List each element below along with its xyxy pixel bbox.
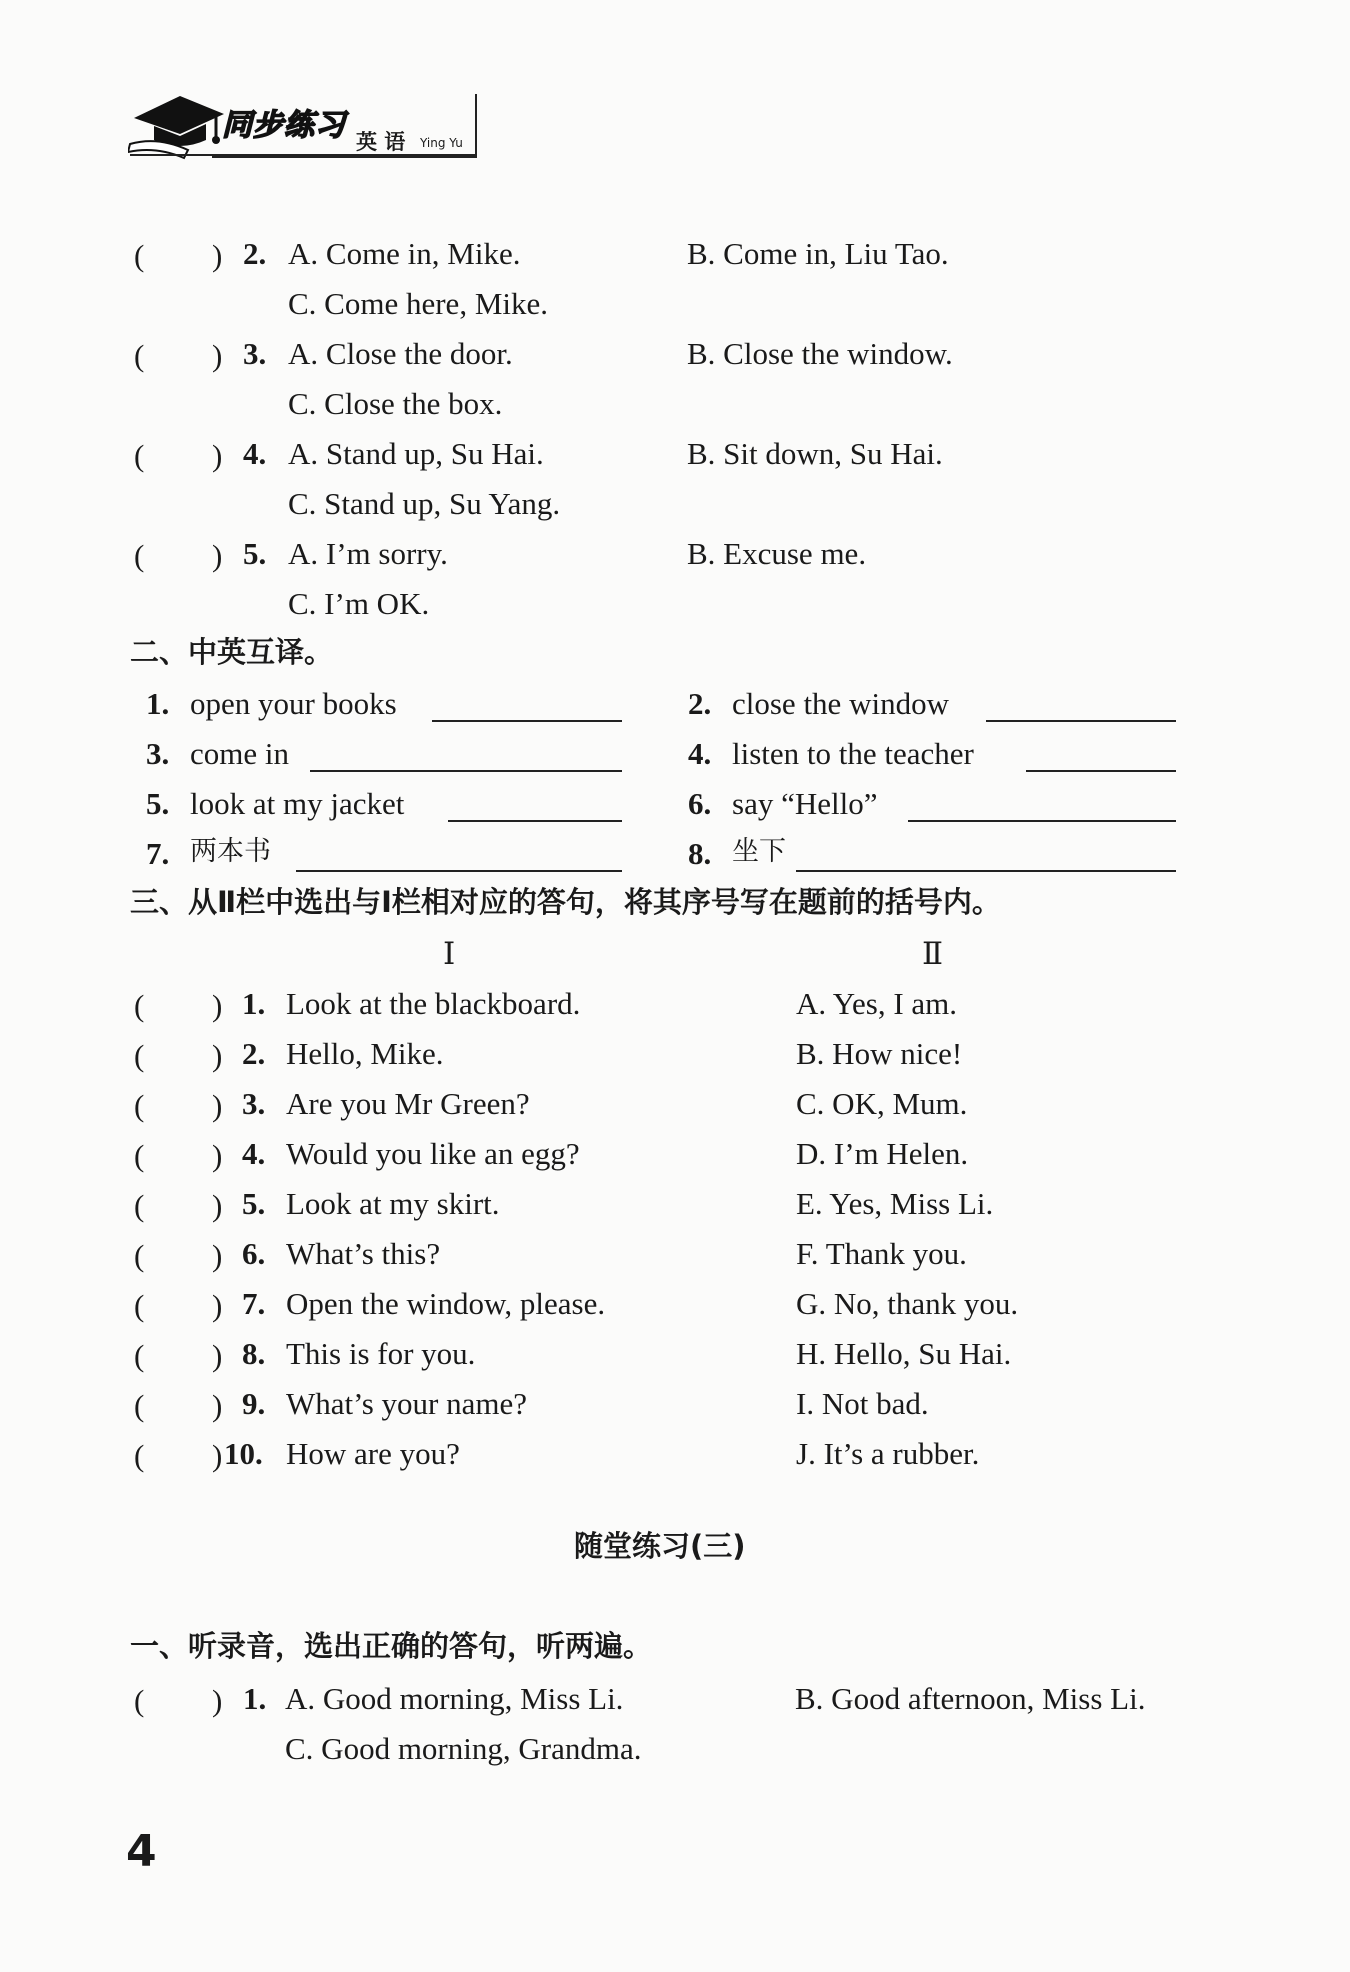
answer-blank[interactable] <box>432 720 622 722</box>
answer-blank[interactable] <box>296 870 622 872</box>
question-text: How are you? <box>286 1436 460 1471</box>
option-c: C. Close the box. <box>288 386 503 421</box>
item-number: 2. <box>688 686 712 721</box>
page-number: 4 <box>126 1826 157 1877</box>
answer-blank[interactable] <box>986 720 1176 722</box>
answer-paren-open: ( <box>134 1438 145 1473</box>
answer-blank[interactable] <box>1026 770 1176 772</box>
item-number: 5. <box>146 786 170 821</box>
answer-paren-close: ) <box>212 238 223 273</box>
question-text: Would you like an egg? <box>286 1136 580 1171</box>
item-number: 4. <box>243 436 267 471</box>
column-2-label: Ⅱ <box>922 936 944 971</box>
section-heading: 三、从Ⅱ栏中选出与Ⅰ栏相对应的答句，将其序号写在题前的括号内。 <box>130 885 1001 919</box>
answer-paren-open: ( <box>134 238 145 273</box>
answer-option: A. Yes, I am. <box>796 986 958 1021</box>
answer-paren-close: ) <box>212 338 223 373</box>
answer-option: F. Thank you. <box>796 1236 967 1271</box>
answer-option: D. I’m Helen. <box>796 1136 969 1171</box>
column-1-label: Ⅰ <box>443 936 456 971</box>
option-a: A. Stand up, Su Hai. <box>288 436 544 471</box>
phrase-text: listen to the teacher <box>732 736 974 771</box>
answer-paren-open: ( <box>134 538 145 573</box>
question-text: Look at the blackboard. <box>286 986 581 1021</box>
item-number: 1. <box>146 686 170 721</box>
answer-paren-close: ) <box>212 1338 223 1373</box>
answer-option: H. Hello, Su Hai. <box>796 1336 1012 1371</box>
phrase-text: say “Hello” <box>732 786 878 821</box>
header-underline <box>130 154 475 156</box>
answer-paren-close: ) <box>212 1438 223 1473</box>
option-b: B. Sit down, Su Hai. <box>687 436 943 471</box>
answer-paren-open: ( <box>134 1288 145 1323</box>
question-text: What’s this? <box>286 1236 441 1271</box>
answer-blank[interactable] <box>448 820 622 822</box>
answer-paren-open: ( <box>134 1238 145 1273</box>
option-a: A. Close the door. <box>288 336 513 371</box>
option-b: B. Come in, Liu Tao. <box>687 236 949 271</box>
answer-paren-open: ( <box>134 1188 145 1223</box>
item-number: 7. <box>242 1286 266 1321</box>
option-a: A. Come in, Mike. <box>288 236 521 271</box>
answer-option: E. Yes, Miss Li. <box>796 1186 994 1221</box>
phrase-text: 两本书 <box>190 836 271 867</box>
item-number: 2. <box>243 236 267 271</box>
item-number: 7. <box>146 836 170 871</box>
option-a: A. Good morning, Miss Li. <box>285 1681 624 1716</box>
item-number: 4. <box>242 1136 266 1171</box>
answer-paren-open: ( <box>134 1338 145 1373</box>
answer-paren-open: ( <box>134 988 145 1023</box>
question-text: Are you Mr Green? <box>286 1086 530 1121</box>
answer-option: J. It’s a rubber. <box>796 1436 980 1471</box>
question-text: Look at my skirt. <box>286 1186 500 1221</box>
answer-paren-close: ) <box>212 1238 223 1273</box>
item-number: 1. <box>243 1681 267 1716</box>
phrase-text: look at my jacket <box>190 786 405 821</box>
answer-blank[interactable] <box>908 820 1176 822</box>
subject-label: 英 语 <box>356 130 406 154</box>
question-text: Open the window, please. <box>286 1286 606 1321</box>
phrase-text: come in <box>190 736 289 771</box>
option-b: B. Excuse me. <box>687 536 867 571</box>
item-number: 3. <box>243 336 267 371</box>
item-number: 8. <box>688 836 712 871</box>
practice-title: 随堂练习(三) <box>574 1529 746 1563</box>
answer-paren-open: ( <box>134 1088 145 1123</box>
phrase-text: open your books <box>190 686 397 721</box>
section-heading: 一、听录音，选出正确的答句，听两遍。 <box>130 1629 653 1663</box>
item-number: 5. <box>242 1186 266 1221</box>
answer-paren-open: ( <box>134 1038 145 1073</box>
item-number: 3. <box>242 1086 266 1121</box>
option-b: B. Good afternoon, Miss Li. <box>795 1681 1146 1716</box>
option-c: C. Come here, Mike. <box>288 286 549 321</box>
item-number: 3. <box>146 736 170 771</box>
answer-paren-open: ( <box>134 1138 145 1173</box>
answer-paren-close: ) <box>212 1388 223 1423</box>
answer-paren-close: ) <box>212 438 223 473</box>
answer-option: B. How nice! <box>796 1036 963 1071</box>
series-title: 同步练习 <box>222 108 346 143</box>
item-number: 8. <box>242 1336 266 1371</box>
answer-paren-open: ( <box>134 338 145 373</box>
answer-paren-close: ) <box>212 1288 223 1323</box>
item-number: 1. <box>242 986 266 1021</box>
item-number: 2. <box>242 1036 266 1071</box>
answer-paren-close: ) <box>212 1683 223 1718</box>
answer-blank[interactable] <box>796 870 1176 872</box>
question-text: Hello, Mike. <box>286 1036 444 1071</box>
answer-paren-open: ( <box>134 1683 145 1718</box>
option-b: B. Close the window. <box>687 336 953 371</box>
phrase-text: 坐下 <box>732 836 786 867</box>
answer-paren-close: ) <box>212 538 223 573</box>
section-heading: 二、中英互译。 <box>130 635 334 669</box>
question-text: This is for you. <box>286 1336 476 1371</box>
subject-pinyin: Ying Yu <box>420 136 463 150</box>
item-number: 4. <box>688 736 712 771</box>
answer-option: I. Not bad. <box>796 1386 929 1421</box>
answer-paren-close: ) <box>212 1138 223 1173</box>
answer-paren-close: ) <box>212 1188 223 1223</box>
answer-blank[interactable] <box>310 770 622 772</box>
item-number: 6. <box>242 1236 266 1271</box>
answer-paren-close: ) <box>212 1088 223 1123</box>
answer-paren-close: ) <box>212 988 223 1023</box>
answer-option: G. No, thank you. <box>796 1286 1019 1321</box>
answer-paren-open: ( <box>134 1388 145 1423</box>
question-text: What’s your name? <box>286 1386 528 1421</box>
answer-paren-close: ) <box>212 1038 223 1073</box>
option-c: C. Good morning, Grandma. <box>285 1731 642 1766</box>
option-c: C. Stand up, Su Yang. <box>288 486 561 521</box>
option-c: C. I’m OK. <box>288 586 430 621</box>
answer-option: C. OK, Mum. <box>796 1086 968 1121</box>
phrase-text: close the window <box>732 686 949 721</box>
item-number: 6. <box>688 786 712 821</box>
item-number: 5. <box>243 536 267 571</box>
answer-paren-open: ( <box>134 438 145 473</box>
option-a: A. I’m sorry. <box>288 536 448 571</box>
item-number: 9. <box>242 1386 266 1421</box>
item-number: 10. <box>224 1436 263 1471</box>
